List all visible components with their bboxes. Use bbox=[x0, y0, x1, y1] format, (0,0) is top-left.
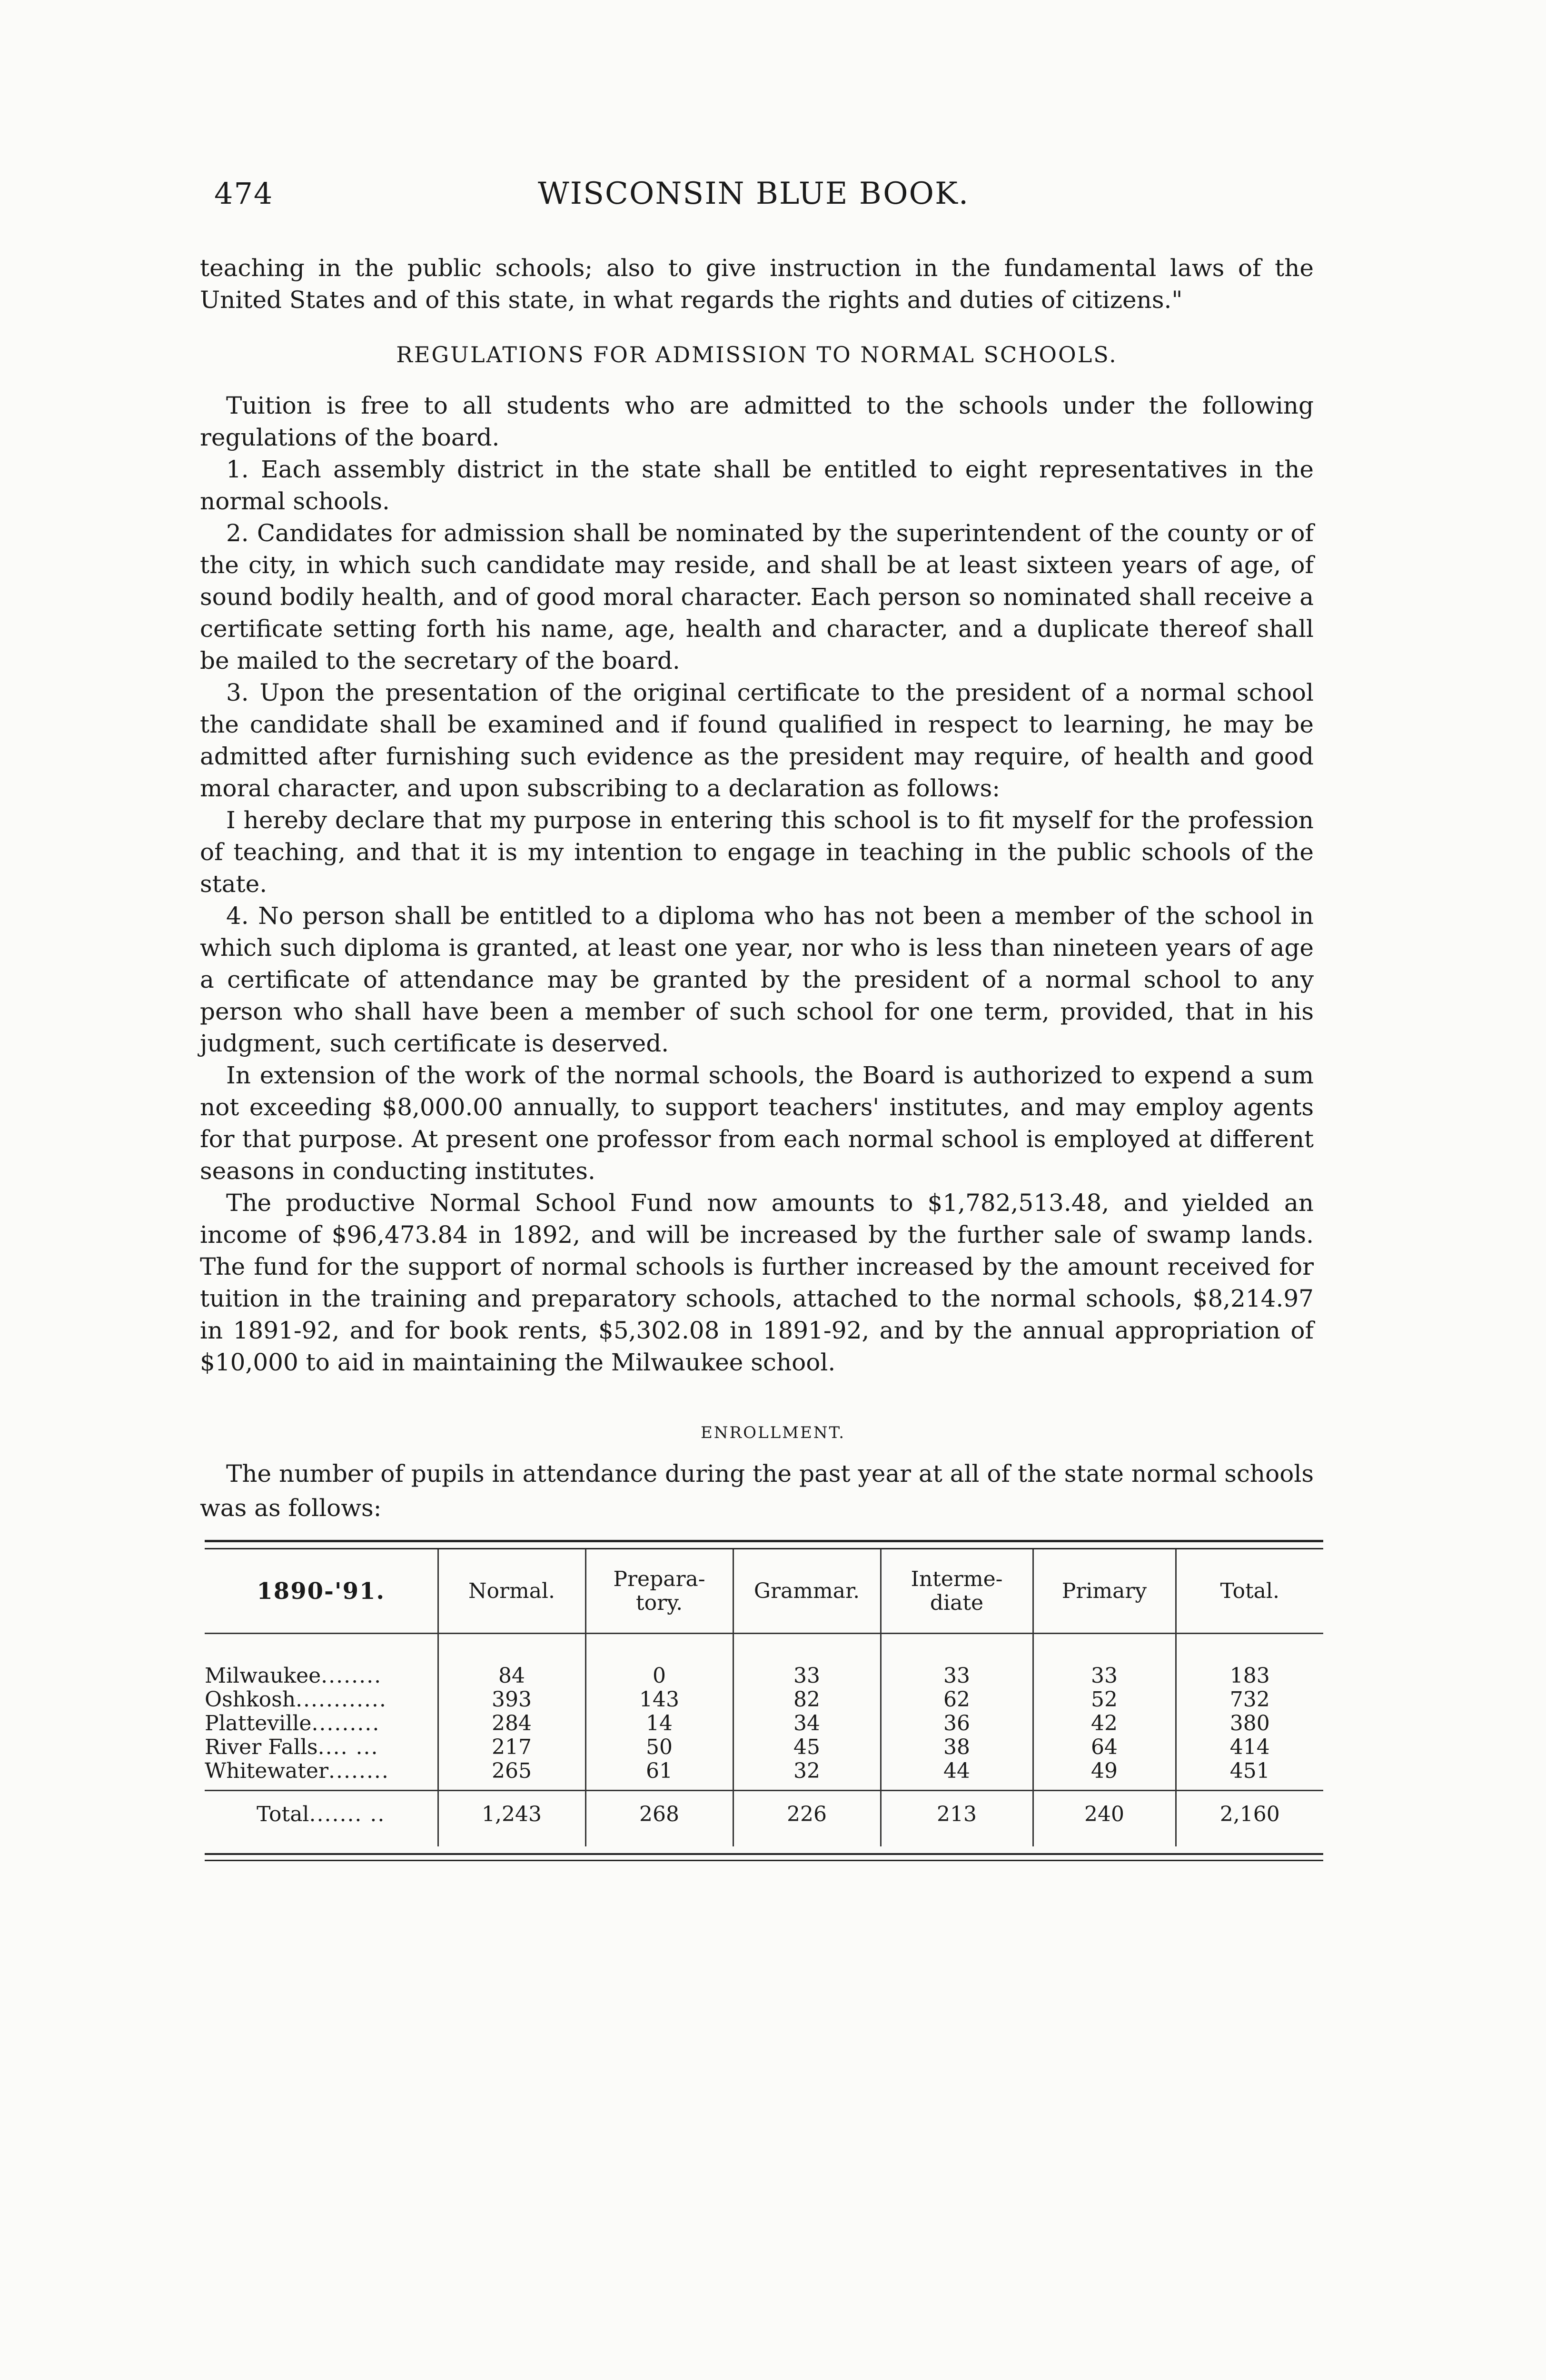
school-name-cell bbox=[205, 1638, 438, 1688]
total-preparatory-cell: 268 bbox=[585, 1791, 733, 1847]
school-name: Oshkosh bbox=[205, 1687, 296, 1712]
normal-cell: 265 bbox=[438, 1759, 585, 1791]
column-header-primary: Primary bbox=[1033, 1549, 1176, 1634]
column-header-intermediate: Interme- diate bbox=[881, 1549, 1033, 1634]
table-row bbox=[205, 1759, 1323, 1791]
enrollment-heading: ENROLLMENT. bbox=[700, 1423, 846, 1442]
total-cell: 380 bbox=[1229, 1711, 1270, 1735]
grammar-cell: 32 bbox=[733, 1759, 881, 1791]
dot-leader: ......... bbox=[311, 1711, 380, 1735]
enrollment-table-wrap bbox=[205, 1540, 1323, 1861]
primary-cell: 42 bbox=[1033, 1712, 1176, 1735]
intermediate-cell: 38 bbox=[881, 1735, 1033, 1759]
school-name: River Falls bbox=[205, 1735, 318, 1759]
column-header-preparatory: Prepara- tory. bbox=[585, 1549, 733, 1634]
school-name: Platteville bbox=[205, 1711, 312, 1735]
column-header-normal: Normal. bbox=[438, 1549, 585, 1634]
header-rule-row bbox=[205, 1634, 1323, 1638]
primary-cell: 49 bbox=[1033, 1759, 1176, 1791]
table-total-section bbox=[205, 1791, 1323, 1847]
normal-cell: 393 bbox=[438, 1688, 585, 1712]
total-cell: 414 bbox=[1229, 1735, 1270, 1759]
dot-leader: ....... .. bbox=[309, 1802, 386, 1826]
normal-cell: 217 bbox=[438, 1735, 585, 1759]
intermediate-cell: 33 bbox=[881, 1638, 1033, 1688]
preparatory-cell: 143 bbox=[585, 1688, 733, 1712]
school-name: Whitewater bbox=[205, 1759, 329, 1783]
section-heading: REGULATIONS FOR ADMISSION TO NORMAL SCHOOLS. bbox=[396, 342, 1118, 367]
total-cell: 732 bbox=[1229, 1687, 1270, 1712]
grand-total-cell: 2,160 bbox=[1176, 1791, 1323, 1847]
total-row bbox=[205, 1791, 1323, 1847]
dot-leader: ........ bbox=[328, 1759, 389, 1783]
table-bottom-rule bbox=[205, 1853, 1323, 1861]
dot-leader: ............ bbox=[296, 1687, 387, 1712]
grammar-cell: 33 bbox=[733, 1638, 881, 1688]
body-text bbox=[200, 252, 1314, 1378]
table-row bbox=[205, 1712, 1323, 1735]
total-label-cell bbox=[205, 1791, 438, 1847]
enrollment-intro-text: The number of pupils in attendance during the past year at all of the state normal schools was as follows: bbox=[200, 1460, 1314, 1522]
table-body bbox=[205, 1638, 1323, 1791]
dot-leader: .... ... bbox=[317, 1735, 379, 1759]
grammar-cell: 34 bbox=[733, 1712, 881, 1735]
paragraph-declaration: I hereby declare that my purpose in entering this school is to fit myself for the profession of teaching, and that it is my intention to engage in teaching in the public schools of the state. bbox=[200, 806, 1314, 898]
paragraph-intro: teaching in the public schools; also to give instruction in the fundamental laws of the United States and of this state, in what regards the rights and duties of citizens." bbox=[200, 254, 1314, 314]
preparatory-cell: 0 bbox=[585, 1638, 733, 1688]
column-header-grammar: Grammar. bbox=[733, 1549, 881, 1634]
paragraph-rule-2: 2. Candidates for admission shall be nominated by the superintendent of the county or of the city, in which such candidate may reside, and shall be at least sixteen years of age, of sound bodily health, and of good moral character. Each person so nominated shall receive a certificate setting forth his name, age, health and character, and a duplicate thereof shall be mailed to the secretary of the board. bbox=[200, 519, 1314, 674]
total-cell: 451 bbox=[1229, 1759, 1270, 1783]
school-name-cell bbox=[205, 1688, 438, 1712]
preparatory-cell: 50 bbox=[585, 1735, 733, 1759]
normal-cell: 84 bbox=[438, 1638, 585, 1688]
running-head: WISCONSIN BLUE BOOK. bbox=[538, 176, 970, 211]
dot-leader: ........ bbox=[321, 1664, 382, 1688]
school-name-cell bbox=[205, 1735, 438, 1759]
school-name-cell bbox=[205, 1712, 438, 1735]
table-row bbox=[205, 1688, 1323, 1712]
page-header bbox=[214, 176, 1318, 224]
total-cell: 183 bbox=[1229, 1664, 1270, 1688]
primary-cell: 33 bbox=[1033, 1638, 1176, 1688]
total-label: Total bbox=[257, 1802, 309, 1826]
intermediate-cell: 62 bbox=[881, 1688, 1033, 1712]
preparatory-cell: 14 bbox=[585, 1712, 733, 1735]
page-number: 474 bbox=[214, 176, 274, 211]
primary-cell: 52 bbox=[1033, 1688, 1176, 1712]
school-name-cell bbox=[205, 1759, 438, 1791]
table-top-rule bbox=[205, 1540, 1323, 1549]
total-primary-cell: 240 bbox=[1033, 1791, 1176, 1847]
total-grammar-cell: 226 bbox=[733, 1791, 881, 1847]
grammar-cell: 45 bbox=[733, 1735, 881, 1759]
paragraph-rule-4: 4. No person shall be entitled to a diploma who has not been a member of the school in which such diploma is granted, at least one year, nor who is less than nineteen years of age a certificate of attendance may be granted by the president of a normal school to any person who shall have been a member of such school for one term, provided, that in his judgment, such certificate is deserved. bbox=[200, 902, 1314, 1057]
primary-cell: 64 bbox=[1033, 1735, 1176, 1759]
intermediate-cell: 36 bbox=[881, 1712, 1033, 1735]
grammar-cell: 82 bbox=[733, 1688, 881, 1712]
column-header-total: Total. bbox=[1220, 1578, 1279, 1603]
table-header-row bbox=[205, 1549, 1323, 1634]
table-row bbox=[205, 1735, 1323, 1759]
year-header: 1890-'91. bbox=[205, 1549, 438, 1634]
total-intermediate-cell: 213 bbox=[881, 1791, 1033, 1847]
paragraph-rule-3: 3. Upon the presentation of the original certificate to the president of a normal school the candidate shall be examined and if found qualified in respect to learning, he may be admitted after furnishing such evidence as the president may require, of health and good moral character, and upon subscribing to a declaration as follows: bbox=[200, 679, 1314, 802]
normal-cell: 284 bbox=[438, 1712, 585, 1735]
table-row bbox=[205, 1638, 1323, 1688]
paragraph-rule-1: 1. Each assembly district in the state shall be entitled to eight representatives in the normal schools. bbox=[200, 456, 1314, 515]
total-normal-cell: 1,243 bbox=[438, 1791, 585, 1847]
paragraph-fund: The productive Normal School Fund now amounts to $1,782,513.48, and yielded an income of $96,473.84 in 1892, and will be increased by the further sale of swamp lands. The fund for the support of normal schools is further increased by the amount received for tuition in the training and preparatory schools, attached to the normal schools, $8,214.97 in 1891-92, and for book rents, $5,302.08 in 1891-92, and by the annual appropriation of $10,000 to aid in maintaining the Milwaukee school. bbox=[200, 1189, 1314, 1376]
paragraph-tuition: Tuition is free to all students who are admitted to the schools under the following regulations of the board. bbox=[200, 392, 1314, 451]
preparatory-cell: 61 bbox=[585, 1759, 733, 1791]
paragraph-extension: In extension of the work of the normal schools, the Board is authorized to expend a sum not exceeding $8,000.00 annually, to support teachers' institutes, and may employ agents for that purpose. At present one professor from each normal school is employed at different seasons in conducting institutes. bbox=[200, 1061, 1314, 1185]
enrollment-intro bbox=[200, 1457, 1314, 1525]
enrollment-table bbox=[205, 1549, 1323, 1846]
school-name: Milwaukee bbox=[205, 1664, 321, 1688]
intermediate-cell: 44 bbox=[881, 1759, 1033, 1791]
